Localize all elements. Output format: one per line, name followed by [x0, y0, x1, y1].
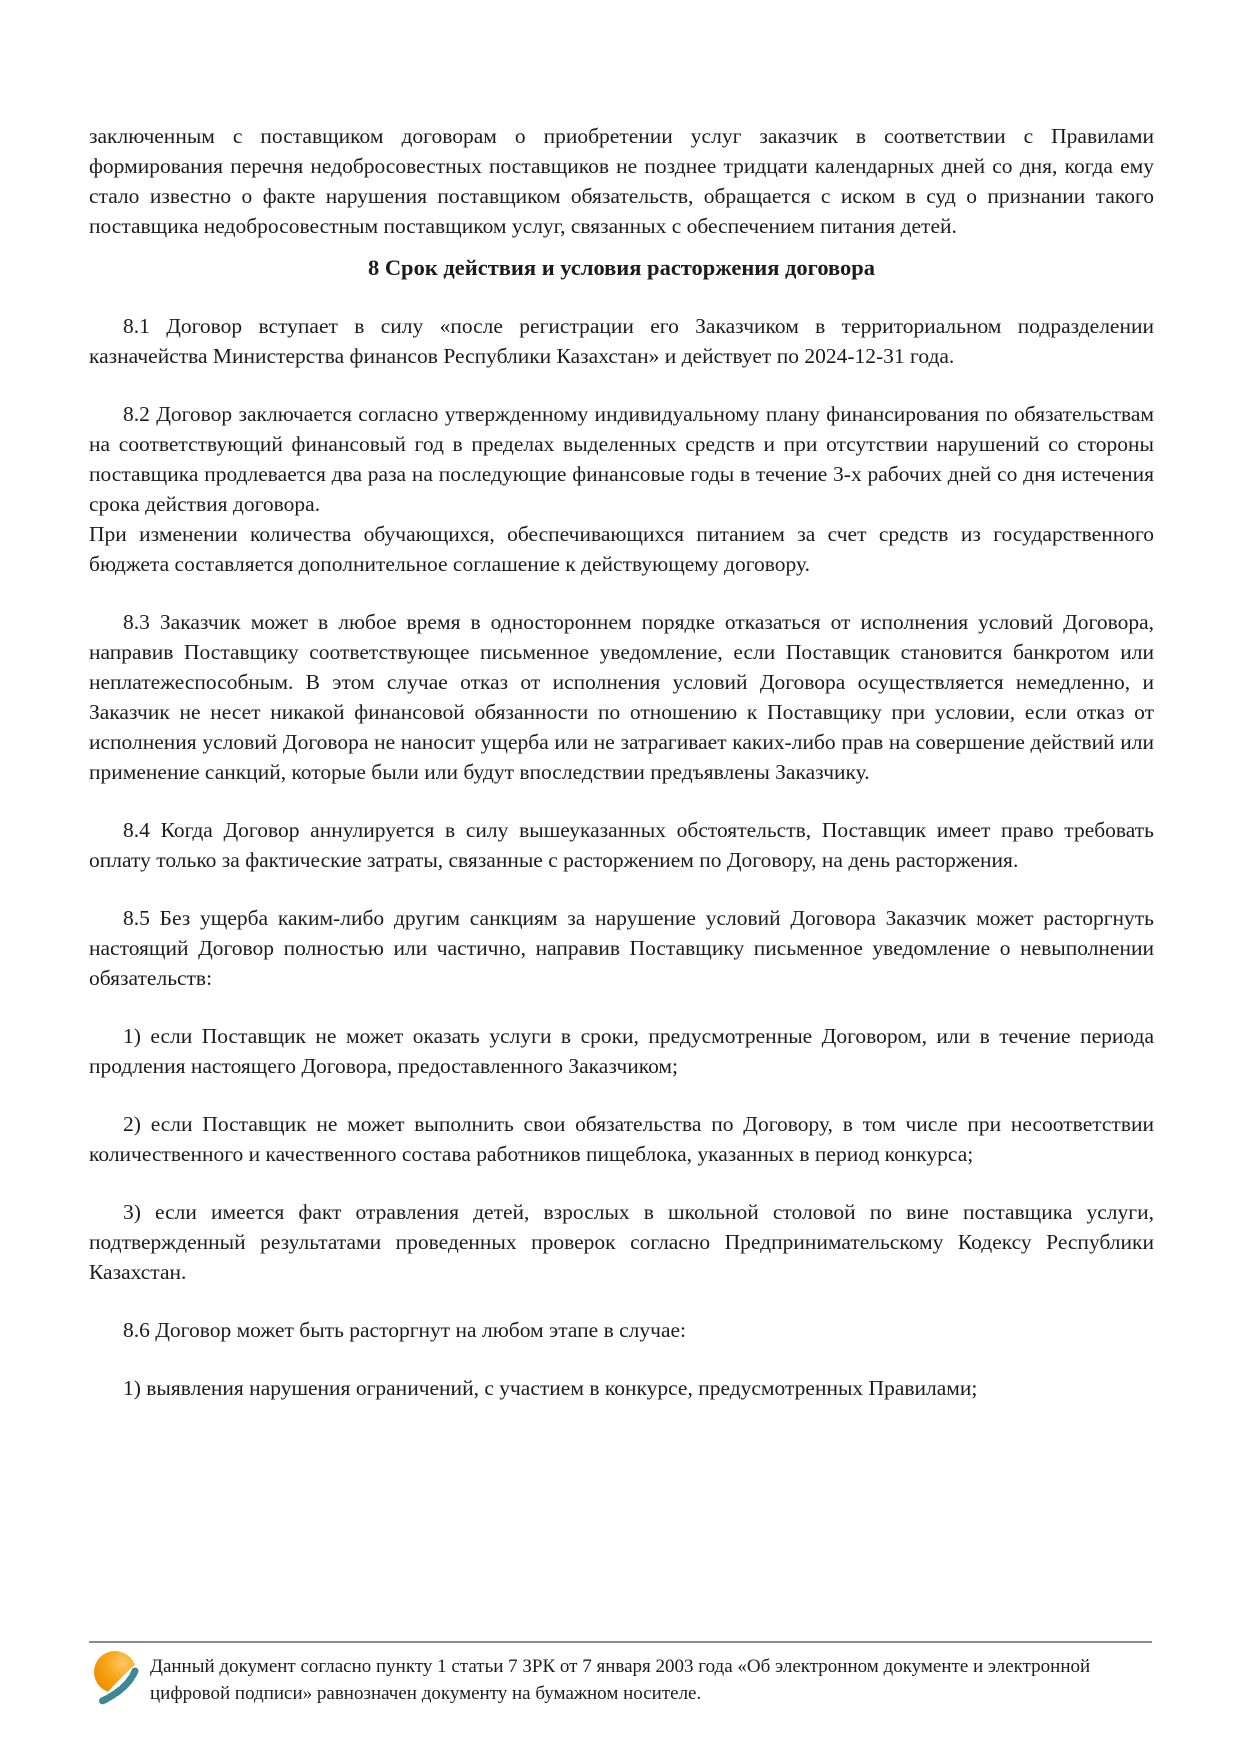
- paragraph-continued-from-previous-page: заключенным с поставщиком договорам о приобретении услуг заказчик в соответствии с Правилами формирования перечня недобросовестных поставщиков не позднее тридцати календарных дней со дня, когда ему стало известно о факте нарушения поставщиком обязательств, обращается с иском в суд о признании такого поставщика недобросовестным поставщиком услуг, связанных с обеспечением питания детей.: [89, 124, 1154, 238]
- esignature-stamp-logo-icon: [93, 1649, 145, 1705]
- clause-8-5-item-1: 1) если Поставщик не может оказать услуги в сроки, предусмотренные Договором, или в течение периода продления настоящего Договора, предоставленного Заказчиком;: [89, 1024, 1154, 1078]
- clause-8-1: 8.1 Договор вступает в силу «после регистрации его Заказчиком в территориальном подразделении казначейства Министерства финансов Республики Казахстан» и действует по 2024-12-31 года.: [89, 314, 1154, 368]
- clause-8-5-item-3: 3) если имеется факт отравления детей, взрослых в школьной столовой по вине поставщика услуги, подтвержденный результатами проведенных проверок согласно Предпринимательскому Кодексу Республики Казахстан.: [89, 1200, 1154, 1284]
- clause-8-4: 8.4 Когда Договор аннулируется в силу вышеуказанных обстоятельств, Поставщик имеет право требовать оплату только за фактические затраты, связанные с расторжением по Договору, на день расторжения.: [89, 818, 1154, 872]
- clause-8-5: 8.5 Без ущерба каким-либо другим санкциям за нарушение условий Договора Заказчик может расторгнуть настоящий Договор полностью или частично, направив Поставщику письменное уведомление о невыполнении обязательств:: [89, 906, 1154, 990]
- clause-8-6-item-1: 1) выявления нарушения ограничений, с участием в конкурсе, предусмотренных Правилами;: [123, 1376, 978, 1400]
- clause-8-6: 8.6 Договор может быть расторгнут на любом этапе в случае:: [123, 1318, 686, 1342]
- clause-8-2: 8.2 Договор заключается согласно утвержденному индивидуальному плану финансирования по обязательствам на соответствующий финансовый год в пределах выделенных средств и при отсутствии нарушений со стороны поставщика продлевается два раза на последующие финансовые годы в течение 3-х рабочих дней со дня истечения срока действия договора.: [89, 402, 1154, 516]
- clause-8-5-item-2: 2) если Поставщик не может выполнить свои обязательства по Договору, в том числе при несоответствии количественного и качественного состава работников пищеблока, указанных в период конкурса;: [89, 1112, 1154, 1166]
- esign-disclaimer-footer: [89, 1641, 1152, 1707]
- section-8-heading: 8 Срок действия и условия расторжения договора: [367, 255, 876, 280]
- clause-8-3: 8.3 Заказчик может в любое время в одностороннем порядке отказаться от исполнения условий Договора, направив Поставщику соответствующее письменное уведомление, если Поставщик становится банкротом или неплатежеспособным. В этом случае отказ от исполнения условий Договора осуществляется немедленно, и Заказчик не несет никакой финансовой обязанности по отношению к Поставщику при условии, если отказ от исполнения условий Договора не наносит ущерба или не затрагивает каких-либо прав на совершение действий или применение санкций, которые были или будут впоследствии предъявлены Заказчику.: [89, 610, 1154, 784]
- clause-8-2-continuation: При изменении количества обучающихся, обеспечивающихся питанием за счет средств из государственного бюджета составляется дополнительное соглашение к действующему договору.: [89, 522, 1154, 576]
- esign-disclaimer-text: Данный документ согласно пункту 1 статьи 7 ЗРК от 7 января 2003 года «Об электронном документе и электронной цифровой подписи» равнозначен документу на бумажном носителе.: [150, 1656, 1091, 1704]
- footer-divider: [89, 1641, 1152, 1643]
